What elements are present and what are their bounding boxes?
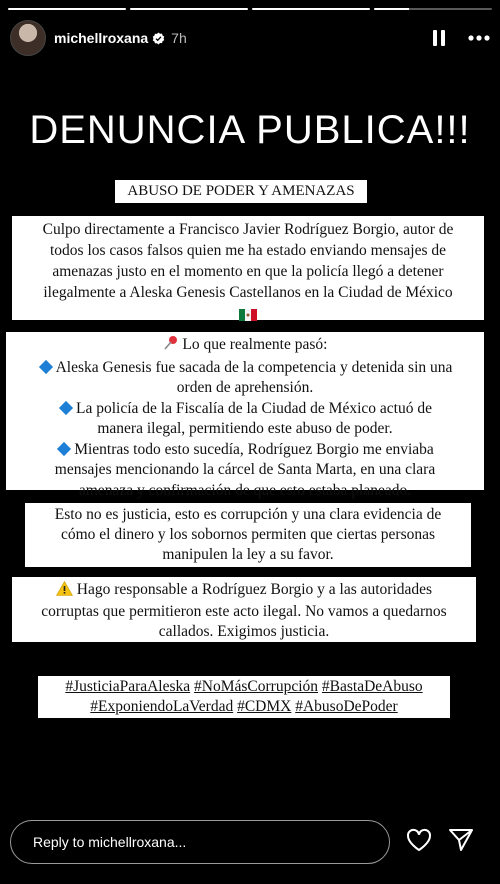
story-title: DENUNCIA PUBLICA!!! <box>29 108 471 152</box>
hashtag[interactable]: #JusticiaParaAleska <box>65 678 191 695</box>
text-line: Mientras todo esto sucedía, Rodríguez Borgio me enviaba <box>74 440 434 458</box>
reply-input[interactable] <box>10 820 390 864</box>
what-happened-card <box>6 332 484 499</box>
hashtag[interactable]: #ExponiendoLaVerdad <box>90 698 234 715</box>
hashtag[interactable]: #AbusoDePoder <box>295 698 398 715</box>
story-progress <box>8 8 492 10</box>
text-line: amenaza y confirmación de que esto estaba planeado. <box>78 481 412 499</box>
progress-segment-current <box>374 8 492 10</box>
progress-segment <box>252 8 370 10</box>
text-line: Culpo directamente a Francisco Javier Rodríguez Borgio, autor de <box>42 221 454 238</box>
progress-segment <box>8 8 126 10</box>
text-line: Aleska Genesis fue sacada de la competencia y detenida sin una <box>55 358 453 376</box>
hashtag[interactable]: #CDMX <box>237 698 292 715</box>
post-time: 7h <box>171 30 187 46</box>
text-line: todos los casos falsos quien me ha estado enviando mensajes de <box>49 242 447 259</box>
reply-placeholder: Reply to michellroxana... <box>33 834 187 850</box>
text-line: mensajes mencionando la cárcel de Santa Marta, en una clara <box>54 461 436 478</box>
pause-icon[interactable] <box>432 29 446 47</box>
text-line: Esto no es justicia, esto es corrupción y una clara evidencia de <box>54 506 442 523</box>
mexico-flag-icon <box>16 303 480 324</box>
blue-diamond-icon <box>59 401 73 415</box>
verified-badge-icon <box>152 32 165 45</box>
progress-segment <box>130 8 248 10</box>
text-line: corruptas que permitieron este acto ilegal. No vamos a quedarnos <box>41 603 447 620</box>
text-line: cómo el dinero y los sobornos permiten que ciertas personas <box>60 526 436 543</box>
text-line: manipulen la ley a su favor. <box>162 546 334 563</box>
hashtag[interactable]: #BastaDeAbuso <box>321 678 423 695</box>
section-heading: Lo que realmente pasó: <box>182 336 328 353</box>
accusation-card <box>12 216 484 320</box>
subtitle-box: ABUSO DE PODER Y AMENAZAS <box>115 180 367 203</box>
responsibility-card <box>12 577 476 642</box>
text-line: callados. Exigimos justicia. <box>158 623 330 640</box>
corruption-card <box>25 503 471 567</box>
send-icon[interactable] <box>448 828 474 857</box>
warning-icon <box>56 581 73 602</box>
text-line: amenazas justo en el momento en que la policía llegó a detener <box>52 263 444 280</box>
text-line: ilegalmente a Aleska Genesis Castellanos en la Ciudad de México <box>43 284 453 301</box>
text-line: La policía de la Fiscalía de la Ciudad de México actuó de <box>76 399 432 417</box>
blue-diamond-icon <box>57 442 71 456</box>
hashtag[interactable]: #NoMásCorrupción <box>194 678 319 695</box>
username[interactable]: michellroxana <box>54 30 149 46</box>
blue-diamond-icon <box>39 360 53 374</box>
more-icon[interactable] <box>468 35 490 41</box>
text-line: Hago responsable a Rodríguez Borgio y a las autoridades <box>76 581 433 598</box>
hashtags-card <box>38 676 450 718</box>
text-line: orden de aprehensión. <box>176 379 314 396</box>
text-line: manera ilegal, permitiendo este abuso de poder. <box>97 420 393 437</box>
heart-icon[interactable] <box>406 828 432 857</box>
pushpin-icon <box>163 335 179 358</box>
story-header <box>10 18 490 58</box>
avatar[interactable] <box>10 20 46 56</box>
